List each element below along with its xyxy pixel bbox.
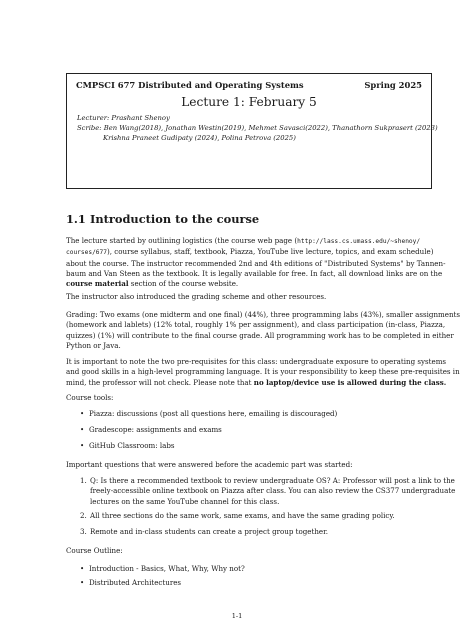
paragraph-grading-intro: The instructor also introduced the grading scheme and other resources. — [66, 292, 327, 301]
course-url-part-1[interactable]: http://lass.cs.umass.edu/~shenoy/ — [297, 238, 421, 245]
text: (homework and lablets) (12% total, roughly 1% per assignment), and class participation (in-class, Piazza, — [66, 320, 446, 330]
text: and good skills in a high-level programming language. It is your responsibility to keep these pre-requisites in — [66, 367, 460, 377]
no-laptop-policy: no laptop/device use is allowed during the class. — [253, 377, 447, 387]
text: It is important to note the two pre-requisites for this class: undergraduate exposure to operating systems — [66, 357, 447, 366]
section-number: 1.1 — [66, 212, 86, 226]
lecturer: Lecturer: Prashant Shenoy — [77, 114, 170, 122]
bullet-icon: • — [80, 409, 85, 418]
outline-introduction: Introduction - Basics, What, Why, Why not? — [89, 564, 245, 573]
text: lectures on the same YouTube channel for this class. — [90, 496, 280, 506]
scribe-line-2: Krishna Praneet Gudipaty (2024), Polina Petrova (2025) — [103, 134, 296, 142]
paragraph-logistics — [66, 236, 446, 289]
bullet-icon: • — [80, 441, 85, 450]
section-heading — [66, 212, 259, 226]
course-url-part-2[interactable]: courses/677 — [66, 249, 107, 257]
section-title: Introduction to the course — [90, 212, 260, 226]
question-item-3 — [80, 527, 432, 538]
item-number: 3. — [80, 527, 87, 536]
lecture-title: Lecture 1: February 5 — [181, 95, 317, 109]
text: section of the course website. — [128, 279, 239, 289]
tool-github-classroom: GitHub Classroom: labs — [89, 441, 175, 450]
text: baum and Van Steen as the textbook. It is legally available for free. In fact, all download links are on the — [66, 268, 443, 278]
text: ), course syllabus, staff, textbook, Piazza, YouTube live lecture, topics, and exam schedule) — [106, 247, 434, 257]
questions-heading: Important questions that were answered before the academic part was started: — [66, 460, 353, 469]
text: All three sections do the same work, same exams, and have the same grading policy. — [90, 511, 395, 520]
text: mind, the professor will not check. Please note that — [66, 377, 254, 387]
paragraph-prerequisites — [66, 357, 460, 388]
text: Remote and in-class students can create a project group together. — [90, 527, 328, 536]
text: The lecture started by outlining logistics (the course web page ( — [66, 236, 298, 245]
bullet-icon: • — [80, 578, 85, 587]
item-number: 2. — [80, 511, 87, 520]
text: quizzes) (1%) will contribute to the final course grade. All programming work has to be completed in either — [66, 330, 454, 340]
tool-piazza: Piazza: discussions (post all questions here, emailing is discouraged) — [89, 409, 338, 418]
question-item-1 — [80, 476, 456, 508]
outline-distributed-architectures: Distributed Architectures — [89, 578, 182, 587]
course-outline-heading: Course Outline: — [66, 546, 123, 555]
bullet-icon: • — [80, 564, 85, 573]
text: about the course. The instructor recommended 2nd and 4th editions of "Distributed Systems" by Tannen- — [66, 258, 446, 268]
scribe-line-1: Scribe: Ben Wang(2018), Jonathan Westin(2019), Mehmet Savasci(2022), Thanathorn Sukprasert (2023) — [77, 124, 438, 132]
course-name: CMPSCI 677 Distributed and Operating Systems — [76, 80, 304, 90]
question-item-2 — [80, 511, 432, 522]
bullet-icon: • — [80, 425, 85, 434]
course-material-link[interactable]: course material — [66, 279, 129, 289]
text: Grading: Two exams (one midterm and one final) (44%), three programming labs (43%), smaller assignments — [66, 310, 461, 319]
text: Python or Java. — [66, 340, 121, 350]
text: Q: Is there a recommended textbook to review undergraduate OS? A: Professor will post a link to the — [90, 476, 455, 485]
page-number: 1-1 — [231, 612, 243, 620]
tool-gradescope: Gradescope: assignments and exams — [89, 425, 222, 434]
course-header-row — [76, 80, 422, 92]
text: freely-accessible online textbook on Piazza after class. You can also review the CS377 undergraduate — [90, 486, 456, 496]
term: Spring 2025 — [364, 80, 422, 90]
paragraph-grading — [66, 310, 461, 351]
course-tools-heading: Course tools: — [66, 393, 114, 402]
item-number: 1. — [80, 476, 87, 485]
